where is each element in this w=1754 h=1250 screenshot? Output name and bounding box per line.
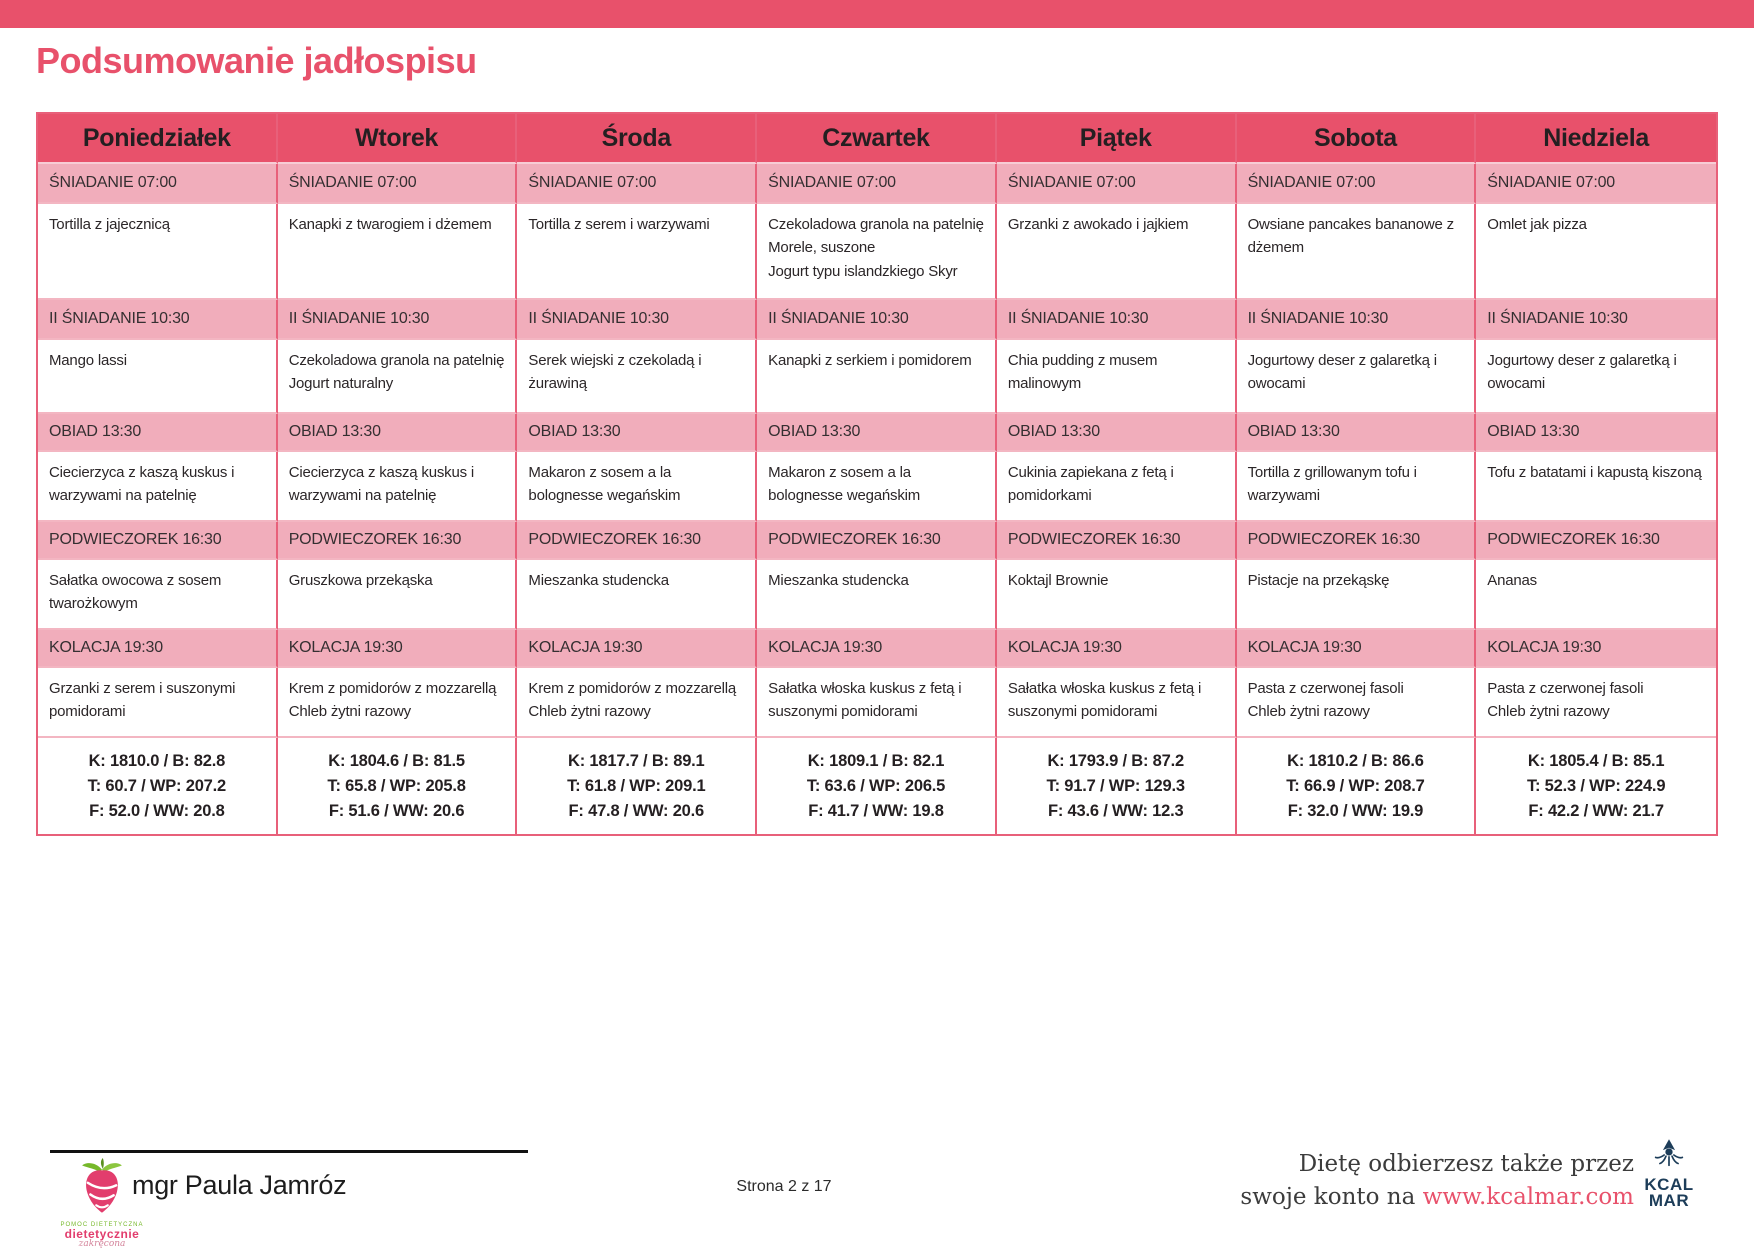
meal-slot-cell-line: KOLACJA 19:30 [1007, 639, 1122, 656]
meal-slot-cell [38, 522, 278, 560]
meal-slot-cell-line: II ŚNIADANIE 10:30 [288, 310, 430, 327]
strawberry-logo-icon [76, 1203, 128, 1220]
meal-slot-cell-line: KOLACJA 19:30 [1247, 639, 1362, 656]
meal-cell [1476, 668, 1716, 738]
meal-cell [517, 668, 757, 738]
meal-slot-cell [1237, 300, 1477, 340]
summary-cell-line: F: 52.0 / WW: 20.8 [89, 801, 225, 820]
summary-cell-line: T: 60.7 / WP: 207.2 [87, 776, 227, 795]
meal-cell [38, 204, 278, 300]
meal-cell-line: Kanapki z serkiem i pomidorem [768, 352, 972, 369]
meal-cell-line: Tortilla z jajecznicą [49, 216, 170, 233]
meal-cell-line: Kanapki z twarogiem i dżemem [288, 216, 492, 233]
meal-slot-cell [1476, 300, 1716, 340]
summary-cell-line: T: 52.3 / WP: 224.9 [1526, 776, 1666, 795]
summary-cell [38, 738, 278, 834]
brand-logo-script: zakręcona [78, 1239, 126, 1249]
meal-slot-cell-line: II ŚNIADANIE 10:30 [528, 310, 669, 327]
meal-slot-cell-line: KOLACJA 19:30 [528, 639, 643, 656]
meal-cell-line: Mieszanka studencka [768, 572, 909, 589]
meal-cell-line: Owsiane pancakes bananowe z dżemem [1247, 216, 1454, 257]
meal-slot-cell [38, 164, 278, 204]
meal-slot-cell-line: OBIAD 13:30 [1487, 423, 1580, 440]
meal-cell [38, 452, 278, 522]
top-accent-bar [0, 0, 1754, 28]
meal-slot-cell [757, 164, 997, 204]
meal-cell-line: Pasta z czerwonej fasoli [1487, 680, 1644, 697]
meal-slot-cell [997, 522, 1237, 560]
meal-cell-line: Ciecierzyca z kaszą kuskus i warzywami na patelnię [288, 464, 474, 505]
menu-table [36, 112, 1718, 836]
meal-cell-line: Koktajl Brownie [1007, 572, 1109, 589]
meal-slot-cell [278, 164, 518, 204]
meal-cell [517, 560, 757, 630]
kcalmar-note-line1: Dietę odbierzesz także przez [1298, 1151, 1634, 1177]
summary-cell-line: K: 1810.2 / B: 86.6 [1287, 752, 1424, 770]
day-header [1237, 114, 1477, 164]
meal-cell-line: Tortilla z serem i warzywami [528, 216, 710, 233]
meal-cell [1476, 204, 1716, 300]
summary-cell-line: K: 1804.6 / B: 81.5 [328, 752, 465, 770]
meal-cell [1476, 560, 1716, 630]
meal-cell-line: Sałatka włoska kuskus z fetą i suszonymi pomidorami [1007, 680, 1202, 721]
meal-slot-cell-line: ŚNIADANIE 07:00 [768, 174, 896, 191]
brand-logo-name: dietetycznie [64, 1227, 140, 1241]
meal-cell-line: Sałatka włoska kuskus z fetą i suszonymi pomidorami [768, 680, 962, 721]
meal-slot-cell-line: ŚNIADANIE 07:00 [288, 174, 417, 191]
meal-slot-cell-line: II ŚNIADANIE 10:30 [1487, 310, 1628, 327]
summary-cell [1237, 738, 1477, 834]
meal-slot-cell [517, 414, 757, 452]
meal-slot-cell-line: KOLACJA 19:30 [49, 639, 163, 656]
meal-slot-cell-line: PODWIECZOREK 16:30 [1007, 531, 1181, 548]
meal-slot-cell-line: PODWIECZOREK 16:30 [288, 531, 462, 548]
meal-cell [1476, 452, 1716, 522]
meal-cell-line: Makaron z sosem a la bolognesse wegańskim [528, 464, 681, 505]
meal-cell [757, 340, 997, 414]
meal-slot-cell [517, 630, 757, 668]
meal-cell [757, 204, 997, 300]
kcalmar-link[interactable]: www.kcalmar.com [1422, 1184, 1634, 1211]
summary-cell-line: F: 32.0 / WW: 19.9 [1287, 801, 1424, 820]
meal-cell [1237, 560, 1477, 630]
summary-cell-line: T: 63.6 / WP: 206.5 [806, 776, 946, 795]
day-header-line: Sobota [1313, 123, 1397, 152]
meal-cell-line: Pistacje na przekąskę [1247, 572, 1390, 589]
summary-cell [1476, 738, 1716, 834]
day-header [997, 114, 1237, 164]
kcalmar-note-line2-prefix: swoje konto na [1240, 1184, 1416, 1211]
meal-cell-line: Gruszkowa przekąska [288, 572, 433, 589]
meal-slot-cell [38, 300, 278, 340]
meal-slot-cell [278, 630, 518, 668]
meal-slot-cell-line: II ŚNIADANIE 10:30 [768, 310, 909, 327]
meal-slot-cell-line: PODWIECZOREK 16:30 [1247, 531, 1421, 548]
meal-cell-line: Serek wiejski z czekoladą i żurawiną [528, 352, 702, 393]
meal-cell-line: Mango lassi [49, 352, 127, 369]
meal-cell [278, 340, 518, 414]
meal-cell-line: Cukinia zapiekana z fetą i pomidorkami [1007, 464, 1174, 505]
meal-cell-line: Morele, suszone [768, 239, 876, 257]
meal-cell [1237, 204, 1477, 300]
day-header-line: Wtorek [355, 123, 439, 152]
kcalmar-word-2: MAR [1648, 1191, 1690, 1211]
meal-slot-cell-line: ŚNIADANIE 07:00 [528, 174, 657, 191]
meal-slot-cell [1237, 414, 1477, 452]
meal-slot-cell [1476, 414, 1716, 452]
meal-cell [1237, 668, 1477, 738]
summary-cell-line: K: 1810.0 / B: 82.8 [88, 752, 226, 770]
summary-cell-line: K: 1817.7 / B: 89.1 [568, 752, 705, 770]
meal-cell-line: Tofu z batatami i kapustą kiszoną [1487, 464, 1702, 481]
meal-cell [517, 452, 757, 522]
meal-cell-line: Ananas [1487, 572, 1537, 589]
meal-slot-cell [38, 630, 278, 668]
meal-cell [1237, 340, 1477, 414]
meal-cell [997, 560, 1237, 630]
meal-cell-line: Grzanki z awokado i jajkiem [1007, 216, 1189, 233]
summary-cell [757, 738, 997, 834]
summary-cell-line: T: 61.8 / WP: 209.1 [567, 776, 706, 795]
meal-slot-cell-line: ŚNIADANIE 07:00 [1487, 174, 1616, 191]
meal-cell-line: Makaron z sosem a la bolognesse wegańskim [768, 464, 921, 505]
meal-cell [997, 452, 1237, 522]
meal-slot-cell [38, 414, 278, 452]
kcalmar-word-1: KCAL [1644, 1175, 1694, 1194]
summary-cell [517, 738, 757, 834]
meal-cell-line: Ciecierzyca z kaszą kuskus i warzywami na patelnię [49, 464, 235, 505]
meal-slot-cell-line: KOLACJA 19:30 [1487, 639, 1602, 656]
meal-cell [997, 340, 1237, 414]
meal-slot-cell [278, 414, 518, 452]
footer-divider [50, 1150, 528, 1153]
summary-cell-line: K: 1793.9 / B: 87.2 [1047, 752, 1184, 770]
meal-slot-cell [517, 522, 757, 560]
meal-cell-line: Sałatka owocowa z sosem twarożkowym [49, 572, 222, 613]
meal-slot-cell [1237, 522, 1477, 560]
meal-cell-line: Jogurt typu islandzkiego Skyr [768, 262, 958, 280]
meal-slot-cell-line: OBIAD 13:30 [528, 423, 621, 440]
meal-slot-cell [757, 300, 997, 340]
meal-cell [757, 560, 997, 630]
meal-slot-cell [278, 522, 518, 560]
meal-slot-cell [278, 300, 518, 340]
meal-slot-cell [1237, 164, 1477, 204]
meal-slot-cell-line: KOLACJA 19:30 [768, 639, 883, 656]
day-header-line: Środa [601, 123, 671, 152]
summary-cell-line: T: 66.9 / WP: 208.7 [1286, 776, 1425, 795]
meal-cell-line: Chleb żytni razowy [528, 703, 651, 721]
meal-cell [278, 668, 518, 738]
meal-cell-line: Chleb żytni razowy [288, 703, 411, 721]
meal-cell-line: Czekoladowa granola na patelnię [288, 352, 505, 369]
day-header [517, 114, 757, 164]
meal-cell-line: Tortilla z grillowanym tofu i warzywami [1247, 464, 1417, 505]
meal-slot-cell-line: OBIAD 13:30 [288, 423, 381, 440]
meal-cell-line: Omlet jak pizza [1487, 216, 1587, 233]
meal-cell-line: Chleb żytni razowy [1487, 703, 1610, 721]
meal-slot-cell [1476, 164, 1716, 204]
meal-cell-line: Chleb żytni razowy [1247, 703, 1370, 721]
meal-cell [278, 560, 518, 630]
meal-slot-cell-line: II ŚNIADANIE 10:30 [49, 310, 190, 327]
meal-cell-line: Czekoladowa granola na patelnię [768, 216, 984, 233]
meal-slot-cell-line: OBIAD 13:30 [768, 423, 861, 440]
meal-cell-line: Grzanki z serem i suszonymi pomidorami [49, 680, 236, 721]
page-title: Podsumowanie jadłospisu [36, 40, 477, 81]
meal-slot-cell-line: ŚNIADANIE 07:00 [1247, 174, 1376, 191]
meal-cell-line: Krem z pomidorów z mozzarellą [288, 680, 497, 697]
kcalmar-logo [1640, 1138, 1698, 1209]
meal-slot-cell-line: II ŚNIADANIE 10:30 [1247, 310, 1389, 327]
page-number: Strona 2 z 17 [736, 1178, 832, 1195]
meal-cell [1476, 340, 1716, 414]
summary-cell-line: K: 1809.1 / B: 82.1 [807, 752, 945, 770]
meal-slot-cell [757, 414, 997, 452]
meal-slot-cell-line: ŚNIADANIE 07:00 [1007, 174, 1136, 191]
meal-slot-cell-line: PODWIECZOREK 16:30 [768, 531, 941, 548]
summary-cell-line: T: 65.8 / WP: 205.8 [327, 776, 466, 795]
meal-cell [1237, 452, 1477, 522]
meal-slot-cell [1476, 522, 1716, 560]
brand-logo-top-text: POMOC DIETETYCZNA [60, 1222, 144, 1228]
summary-cell-line: K: 1805.4 / B: 85.1 [1527, 752, 1665, 770]
meal-slot-cell [997, 300, 1237, 340]
meal-slot-cell-line: KOLACJA 19:30 [288, 639, 403, 656]
summary-cell-line: F: 43.6 / WW: 12.3 [1047, 801, 1184, 820]
meal-cell-line: Pasta z czerwonej fasoli [1247, 680, 1404, 697]
kcalmar-note [1240, 1148, 1634, 1215]
summary-cell-line: F: 47.8 / WW: 20.6 [568, 801, 705, 820]
summary-cell [997, 738, 1237, 834]
meal-cell [517, 204, 757, 300]
day-header [1476, 114, 1716, 164]
practitioner-name: mgr Paula Jamróz [132, 1170, 347, 1200]
squid-icon [1654, 1159, 1684, 1176]
summary-cell-line: T: 91.7 / WP: 129.3 [1046, 776, 1185, 795]
day-header-line: Piątek [1079, 123, 1152, 152]
summary-cell [278, 738, 518, 834]
meal-slot-cell [997, 414, 1237, 452]
meal-slot-cell-line: PODWIECZOREK 16:30 [1487, 531, 1660, 548]
meal-slot-cell [517, 164, 757, 204]
meal-cell-line: Chia pudding z musem malinowym [1007, 352, 1158, 393]
meal-slot-cell [997, 164, 1237, 204]
meal-slot-cell-line: II ŚNIADANIE 10:30 [1007, 310, 1149, 327]
meal-slot-cell [757, 630, 997, 668]
meal-slot-cell [757, 522, 997, 560]
meal-cell [38, 668, 278, 738]
meal-cell-line: Jogurtowy deser z galaretką i owocami [1247, 352, 1437, 393]
meal-cell [278, 452, 518, 522]
day-header [757, 114, 997, 164]
day-header-line: Niedziela [1543, 123, 1649, 152]
meal-slot-cell [517, 300, 757, 340]
meal-cell [517, 340, 757, 414]
meal-cell [757, 452, 997, 522]
meal-cell [278, 204, 518, 300]
meal-slot-cell-line: PODWIECZOREK 16:30 [528, 531, 701, 548]
meal-cell [757, 668, 997, 738]
meal-slot-cell-line: ŚNIADANIE 07:00 [49, 174, 177, 191]
meal-cell-line: Jogurt naturalny [288, 375, 394, 393]
day-header-line: Czwartek [822, 123, 930, 152]
day-header [278, 114, 518, 164]
meal-cell [38, 560, 278, 630]
meal-slot-cell [1237, 630, 1477, 668]
day-header [38, 114, 278, 164]
meal-slot-cell-line: OBIAD 13:30 [1247, 423, 1340, 440]
summary-cell-line: F: 42.2 / WW: 21.7 [1528, 801, 1664, 820]
meal-slot-cell [997, 630, 1237, 668]
meal-cell-line: Krem z pomidorów z mozzarellą [528, 680, 737, 697]
summary-cell-line: F: 41.7 / WW: 19.8 [808, 801, 944, 820]
meal-cell [38, 340, 278, 414]
meal-cell [997, 204, 1237, 300]
meal-slot-cell-line: PODWIECZOREK 16:30 [49, 531, 222, 548]
meal-cell-line: Jogurtowy deser z galaretką i owocami [1487, 352, 1677, 393]
day-header-line: Poniedziałek [82, 123, 231, 152]
summary-cell-line: F: 51.6 / WW: 20.6 [328, 801, 465, 820]
meal-cell [997, 668, 1237, 738]
meal-slot-cell-line: OBIAD 13:30 [1007, 423, 1100, 440]
meal-slot-cell-line: OBIAD 13:30 [49, 423, 142, 440]
meal-slot-cell [1476, 630, 1716, 668]
meal-cell-line: Mieszanka studencka [528, 572, 669, 589]
